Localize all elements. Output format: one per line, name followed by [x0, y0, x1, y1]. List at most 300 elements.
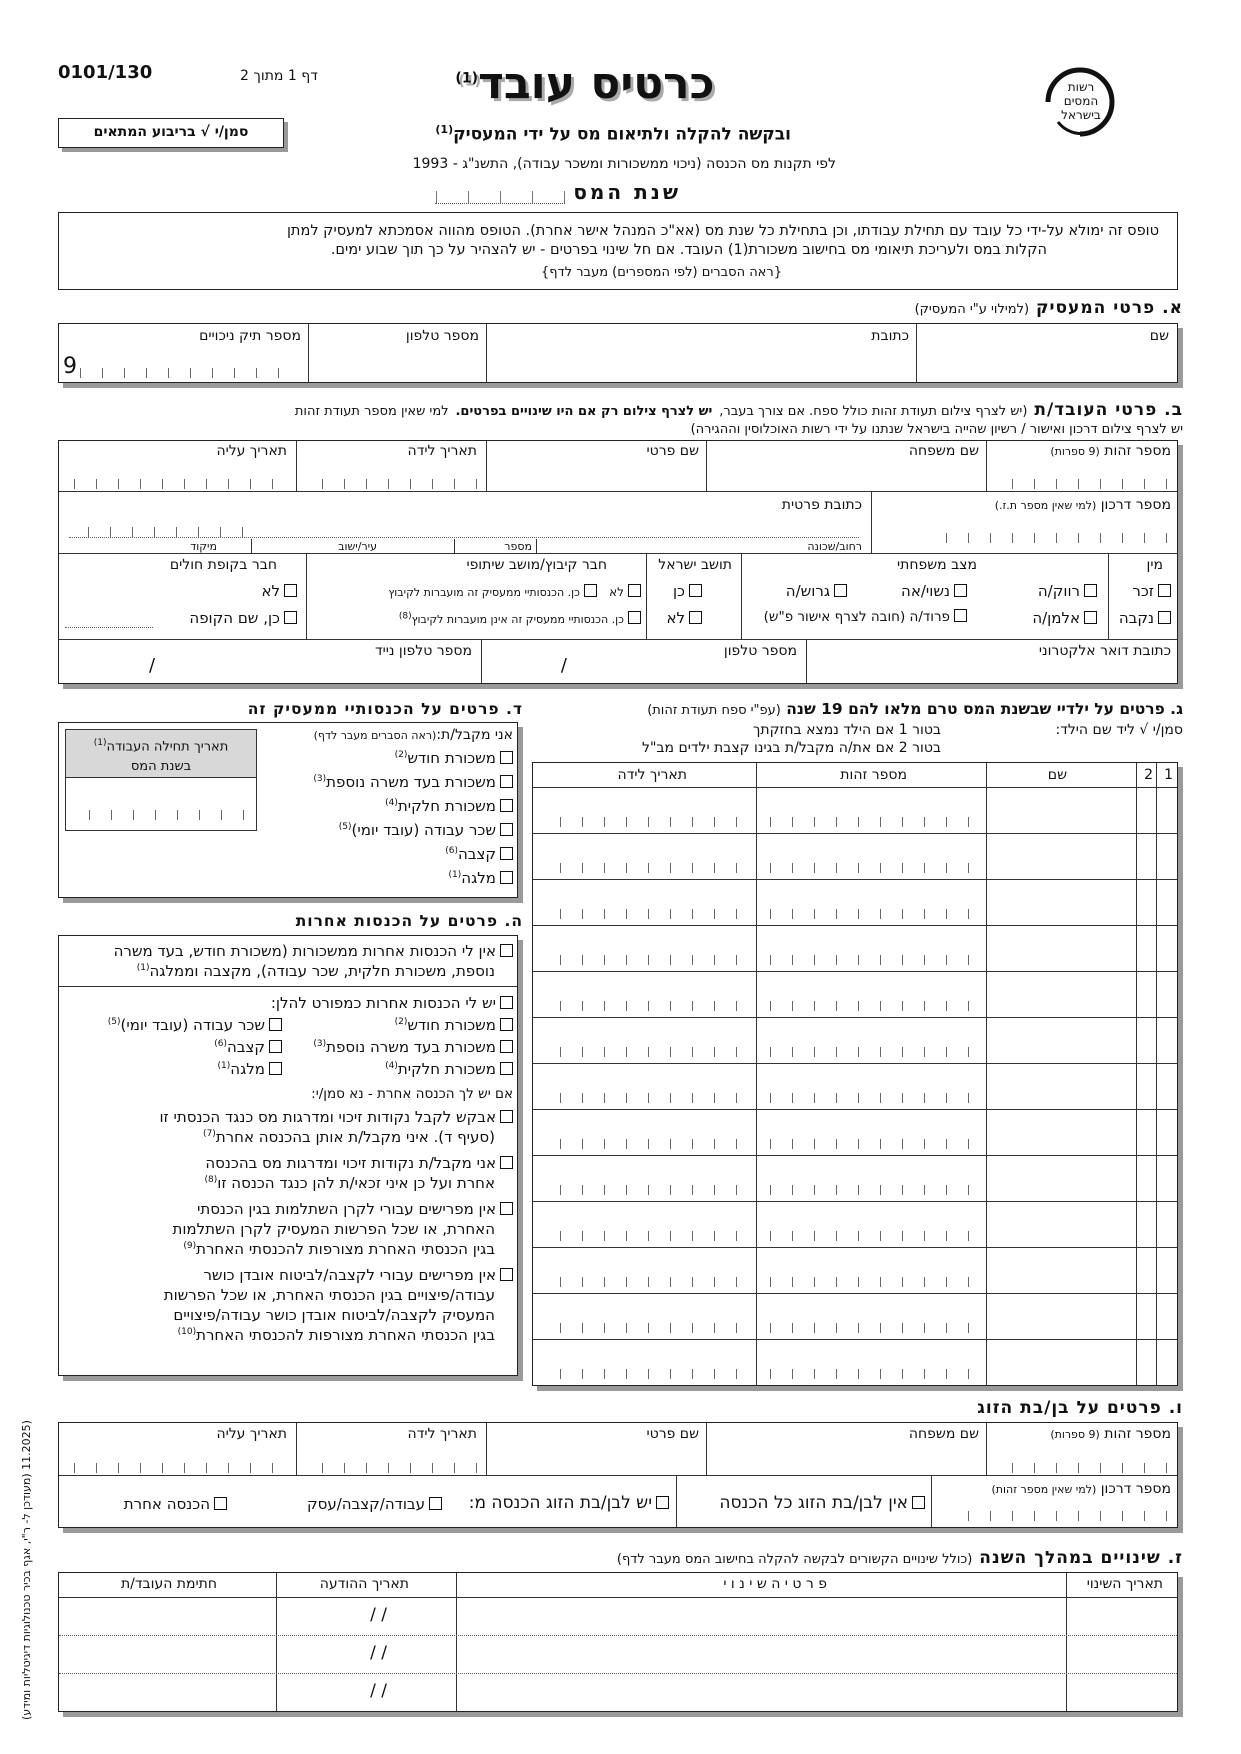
widowed-option[interactable]	[1032, 609, 1097, 627]
other-income-checkbox[interactable]	[500, 1040, 513, 1053]
credit-points-request[interactable]	[159, 1108, 513, 1126]
children-row-line	[533, 1063, 1177, 1064]
pension-l2: עבודה/פיצויים בגין הכנסתי האחרת, או שכל הפרשות	[163, 1286, 495, 1304]
phone-label: מספר טלפון	[723, 643, 797, 659]
start-date-header	[66, 730, 256, 778]
pension-l1: אין מפרישים עבורי לקצבה/לביטוח אובדן כושר	[203, 1266, 496, 1284]
spouse-other-text: הכנסה אחרת	[123, 1495, 210, 1513]
private-address-label: כתובת פרטית	[781, 497, 862, 513]
other-income-option[interactable]	[385, 1060, 513, 1078]
house-number-label: מספר	[504, 540, 532, 553]
income-option-sup: (2)	[394, 750, 408, 760]
income-option-sup: (3)	[313, 774, 327, 784]
credit-points-elsewhere-checkbox[interactable]	[500, 1156, 513, 1169]
logo-text: רשות המסים בישראל	[1061, 80, 1101, 122]
spouse-passport-note: (למי שאין מספר זהות)	[991, 1483, 1097, 1496]
income-option-label: קצבה	[457, 845, 496, 863]
study-fund-l3: בגין הכנסתי האחרת מצורפות להכנסתי האחרת	[196, 1240, 495, 1258]
child-id-input[interactable]	[769, 1185, 969, 1195]
study-fund-l1: אין מפרישים עבורי לקרן השתלמות בגין הכנסתי	[196, 1200, 496, 1218]
child-birth-input[interactable]	[547, 1047, 737, 1057]
no-other-income-checkbox[interactable]	[500, 944, 513, 957]
gender-male-option[interactable]	[1132, 582, 1171, 600]
resident-no-checkbox[interactable]	[689, 611, 702, 624]
single-checkbox[interactable]	[1084, 584, 1097, 597]
income-option[interactable]	[339, 821, 513, 839]
child-id-input[interactable]	[769, 1001, 969, 1011]
income-intro-note: (ראה הסברים מעבר לדף)	[313, 729, 437, 742]
income-option[interactable]	[385, 797, 513, 815]
section-g-heading: ג. פרטים על ילדיי שבשנת המס טרם מלאו להם 19 שנה	[786, 700, 1183, 718]
no-other-income-l1: אין לי הכנסות אחרות ממשכורות (משכורת חודש, בעד משרה	[113, 942, 496, 960]
employee-lastname-label: שם משפחה	[908, 443, 979, 459]
start-date-input[interactable]	[78, 810, 244, 820]
section-z-note: (כולל שינויים הקשורים לבקשה להקלה בחישוב המס מעבר לדף)	[616, 1552, 973, 1567]
study-fund-l2: האחרת, או שכל הפרשות המעסיק לקרן השתלמות	[172, 1220, 495, 1238]
income-intro	[314, 727, 513, 743]
child-id-input[interactable]	[769, 955, 969, 965]
widowed-text: אלמן/ה	[1032, 609, 1080, 627]
child-id-input[interactable]	[769, 863, 969, 873]
employee-id-note: (9 ספרות)	[1050, 445, 1100, 458]
pension-l3: המעסיק לקצבה/לביטוח אובדן כושר עבודה/פיצויים	[173, 1306, 495, 1324]
pension-l4: בגין הכנסתי האחרת מצורפות להכנסתי האחרת	[196, 1326, 495, 1344]
spouse-id-text: מספר זהות	[1104, 1426, 1171, 1442]
intro-line-3: {ראה הסברים (לפי המספרים) מעבר לדף}	[541, 265, 782, 280]
pension-option[interactable]	[203, 1266, 513, 1284]
children-row-line	[533, 1109, 1177, 1110]
children-row-line	[533, 925, 1177, 926]
zip-input[interactable]	[73, 527, 243, 537]
female-checkbox[interactable]	[1158, 611, 1171, 624]
spouse-birth-label: תאריך לידה	[407, 1426, 477, 1442]
start-date-sup: (1)	[93, 738, 107, 748]
income-option-label: שכר עבודה (עובד יומי)	[351, 821, 496, 839]
signature-header: חתימת העובד/ת	[120, 1576, 217, 1592]
other-income-option[interactable]	[313, 1038, 513, 1056]
income-option-checkbox[interactable]	[500, 871, 513, 884]
spouse-birth-input[interactable]	[307, 1463, 477, 1473]
credit-points-request-l1: אבקש לקבל נקודות זיכוי ומדרגות מס כנגד הכנסתי זו	[159, 1108, 496, 1126]
income-option-sup: (5)	[338, 822, 352, 832]
children-row-line	[533, 879, 1177, 880]
income-option[interactable]	[395, 749, 513, 767]
spouse-table	[58, 1422, 1178, 1528]
kibbutz-yes2-checkbox[interactable]	[628, 611, 641, 624]
child-id-input[interactable]	[769, 1369, 969, 1379]
other-income-sup: (5)	[107, 1017, 121, 1027]
other-income-checkbox[interactable]	[500, 1018, 513, 1031]
section-b-note-bold: יש לצרף צילום רק אם היו שינויים בפרטים.	[455, 404, 713, 419]
title-sup: (1)	[455, 70, 478, 87]
income-intro-text: אני מקבל/ת:	[436, 727, 513, 743]
section-g-note: (עפ"י ספח תעודת זהות)	[647, 703, 781, 718]
spouse-id-input[interactable]	[997, 1463, 1167, 1473]
income-option-label: מלגה	[461, 869, 496, 887]
employer-table	[58, 323, 1178, 383]
spouse-aliya-label: תאריך עליה	[216, 1426, 287, 1442]
income-option[interactable]	[449, 869, 513, 887]
phone-slash: /	[560, 655, 567, 676]
male-checkbox[interactable]	[1158, 584, 1171, 597]
income-option-label: משכורת חלקית	[397, 797, 496, 815]
employer-address-label: כתובת	[871, 328, 909, 344]
start-date-text: תאריך תחילה העבודה	[106, 739, 229, 755]
study-fund-checkbox[interactable]	[500, 1202, 513, 1215]
notice-date-slashes[interactable]: / /	[370, 1643, 387, 1663]
child-birth-input[interactable]	[547, 1185, 737, 1195]
resident-yes-option[interactable]	[673, 582, 702, 600]
study-fund-l3-line	[183, 1240, 495, 1258]
children-col2-header: 2	[1144, 767, 1153, 783]
spouse-no-income-checkbox[interactable]	[912, 1496, 925, 1509]
child-id-input[interactable]	[769, 1277, 969, 1287]
spouse-id-note: (9 ספרות)	[1050, 1428, 1100, 1441]
employee-aliya-label: תאריך עליה	[216, 443, 287, 459]
divorced-checkbox[interactable]	[834, 584, 847, 597]
health-yes-option[interactable]	[189, 609, 297, 627]
kibbutz-yes2-option[interactable]	[399, 611, 641, 626]
title-text: כרטיס עובד	[477, 58, 715, 109]
spouse-work-checkbox[interactable]	[429, 1497, 442, 1510]
other-income-checkbox[interactable]	[500, 1062, 513, 1075]
female-text: נקבה	[1118, 609, 1154, 627]
spouse-has-income-checkbox[interactable]	[656, 1496, 669, 1509]
section-b-heading: ב. פרטי העובד/ת	[1034, 400, 1183, 420]
spouse-has-income-text: יש לבן/בת הזוג הכנסה מ:	[468, 1493, 652, 1513]
children-row-line	[533, 787, 1177, 788]
children-mark-instruction: סמן/י √ ליד שם הילד:	[1055, 722, 1183, 738]
section-b-note-end: למי שאין מספר תעודת זהות	[294, 404, 449, 419]
credit-points-request-checkbox[interactable]	[500, 1110, 513, 1123]
children-col1-header: 1	[1164, 767, 1173, 783]
credit-points-request-sup: (7)	[203, 1129, 216, 1139]
children-row-line	[533, 1017, 1177, 1018]
single-text: רווק/ה	[1037, 582, 1080, 600]
marital-label: מצב משפחתי	[896, 557, 977, 573]
tax-authority-logo	[1036, 58, 1124, 146]
spouse-has-income-option[interactable]	[469, 1493, 669, 1513]
health-yes-checkbox[interactable]	[284, 611, 297, 624]
intro-box	[58, 212, 1178, 290]
divorced-text: גרוש/ה	[785, 582, 830, 600]
mark-box-text: סמן/י √ בריבוע המתאים	[93, 124, 249, 140]
health-yes-text: כן, שם הקופה	[189, 609, 280, 627]
pension-sup: (10)	[177, 1327, 197, 1337]
employee-firstname-label: שם פרטי	[646, 443, 699, 459]
other-income-label: קצבה	[226, 1038, 265, 1056]
section-z-title	[617, 1548, 1183, 1568]
notice-date-slashes[interactable]: / /	[370, 1681, 387, 1701]
children-row-line	[533, 1201, 1177, 1202]
section-a-note: (למילוי ע"י המעסיק)	[914, 302, 1030, 317]
employee-id-text: מספר זהות	[1104, 443, 1171, 459]
other-income-option[interactable]	[108, 1016, 282, 1034]
section-z-heading: ז. שינויים במהלך השנה	[979, 1548, 1183, 1568]
pension-checkbox[interactable]	[500, 1268, 513, 1281]
mobile-label: מספר טלפון נייד	[374, 643, 472, 659]
child-birth-input[interactable]	[547, 909, 737, 919]
credit-points-elsewhere-l2-line	[204, 1174, 495, 1192]
spouse-lastname-label: שם משפחה	[908, 1426, 979, 1442]
intro-line-2: הקלות במס ולעריכת תיאומי מס בחישוב משכורת(1) העובד. אם חל שינוי בפרטים - יש להצהיר על כך תוך שבוע ימים.	[330, 242, 1047, 258]
child-birth-input[interactable]	[547, 1231, 737, 1241]
health-fund-name-input[interactable]	[65, 627, 153, 628]
credit-points-elsewhere-l2: אחרת ועל כן איני זכאי/ת להן כנגד הכנסה זו	[217, 1174, 495, 1192]
spouse-passport-text: מספר דרכון	[1100, 1481, 1171, 1497]
credit-points-request-l2-line	[203, 1128, 495, 1146]
spouse-passport-label	[991, 1481, 1171, 1497]
income-option-label: משכורת חודש	[407, 749, 496, 767]
other-income-label: מלגה	[230, 1060, 265, 1078]
child-id-input[interactable]	[769, 1231, 969, 1241]
child-birth-input[interactable]	[547, 1001, 737, 1011]
subtitle-sup: (1)	[435, 123, 454, 136]
section-b-title	[295, 400, 1183, 420]
study-fund-sup: (9)	[183, 1241, 197, 1251]
street-label: רחוב/שכונה	[807, 540, 862, 553]
other-income-label: משכורת בעד משרה נוספת	[326, 1038, 496, 1056]
separated-checkbox[interactable]	[954, 609, 967, 622]
child-id-input[interactable]	[769, 1323, 969, 1333]
mobile-slash: /	[149, 655, 156, 676]
passport-text: מספר דרכון	[1100, 497, 1171, 513]
gender-female-option[interactable]	[1119, 609, 1171, 627]
other-income-label: שכר עבודה (עובד יומי)	[120, 1016, 265, 1034]
income-option-checkbox[interactable]	[500, 751, 513, 764]
passport-label	[995, 497, 1171, 513]
spouse-work-text: עבודה/קצבה/עסק	[306, 1495, 425, 1513]
children-row-line	[533, 971, 1177, 972]
single-option[interactable]	[1038, 582, 1097, 600]
no-other-income-option[interactable]	[114, 942, 513, 960]
child-birth-input[interactable]	[547, 817, 737, 827]
other-income-sup: (4)	[385, 1061, 398, 1071]
tax-year-field[interactable]	[435, 191, 565, 204]
employee-table	[58, 440, 1178, 684]
employee-birth-input[interactable]	[307, 479, 477, 489]
children-row-line	[533, 1247, 1177, 1248]
passport-input[interactable]	[932, 533, 1167, 543]
employee-birth-label: תאריך לידה	[407, 443, 477, 459]
employer-name-label: שם	[1149, 328, 1169, 344]
credit-points-request-l2: (סעיף ד). איני מקבל/ת אותן בהכנסה אחרת	[215, 1128, 495, 1146]
resident-no-option[interactable]	[666, 609, 702, 627]
spouse-firstname-label: שם פרטי	[646, 1426, 699, 1442]
child-id-input[interactable]	[769, 1047, 969, 1057]
children-birth-header: תאריך לידה	[617, 767, 687, 783]
children-row-line	[533, 1339, 1177, 1340]
section-b-note1: (יש לצרף צילום תעודת זהות כולל ספח. אם צורך בעבר,	[719, 404, 1028, 419]
kibbutz-yes2-text: כן. הכנסותיי ממעסיק זה אינן מועברות לקיבוץ	[411, 613, 624, 626]
gender-label: מין	[1146, 557, 1163, 573]
withholding-file-label: מספר תיק ניכויים	[199, 328, 301, 344]
changes-row-line	[59, 1673, 1177, 1674]
health-no-option[interactable]	[261, 582, 297, 600]
credit-points-elsewhere-sup: (8)	[204, 1175, 218, 1185]
employee-aliya-input[interactable]	[73, 479, 273, 489]
no-other-income-sup: (1)	[136, 963, 150, 973]
resident-yes-text: כן	[672, 582, 685, 600]
other-income-sup: (1)	[217, 1061, 231, 1071]
other-income-sup: (3)	[313, 1039, 327, 1049]
notice-date-slashes[interactable]: / /	[370, 1605, 387, 1625]
regulation-line: לפי תקנות מס הכנסה (ניכוי ממשכורות ומשכר עבודה), התשנ"ג - 1993	[412, 156, 836, 172]
income-option[interactable]	[313, 773, 513, 791]
income-option-sup: (6)	[445, 846, 458, 856]
start-date-text2: בשנת המס	[130, 759, 192, 775]
section-b-note2: יש לצרף צילום דרכון ואישור / רשיון שהייה בישראל שנתנו על ידי רשות האוכלוסין וההגירה)	[690, 422, 1183, 437]
married-option[interactable]	[901, 582, 967, 600]
withholding-file-input[interactable]	[79, 368, 279, 378]
other-income-option[interactable]	[214, 1038, 282, 1056]
child-id-input[interactable]	[769, 1093, 969, 1103]
other-income-option[interactable]	[395, 1016, 513, 1034]
no-other-income-l2-line	[137, 962, 495, 980]
child-birth-input[interactable]	[547, 1323, 737, 1333]
zip-label: מיקוד	[190, 540, 217, 553]
health-no-checkbox[interactable]	[284, 584, 297, 597]
children-row-line	[533, 1293, 1177, 1294]
divorced-option[interactable]	[786, 582, 847, 600]
passport-note: (למי שאין מספר ת.ז.)	[994, 499, 1097, 512]
health-no-text: לא	[261, 582, 280, 600]
income-option-checkbox[interactable]	[500, 823, 513, 836]
child-birth-input[interactable]	[547, 1277, 737, 1287]
form-subtitle	[435, 123, 791, 145]
resident-label: תושב ישראל	[658, 557, 732, 573]
page-indicator: דף 1 מתוך 2	[240, 68, 318, 84]
spouse-id-label	[1050, 1426, 1171, 1442]
child-id-input[interactable]	[769, 1139, 969, 1149]
married-checkbox[interactable]	[954, 584, 967, 597]
kibbutz-yes2-sup: (8)	[398, 611, 412, 622]
resident-no-text: לא	[666, 609, 685, 627]
children-col1-instruction: בטור 1 אם הילד נמצא בחזקתך	[752, 722, 941, 738]
other-income-checkbox[interactable]	[269, 1018, 282, 1031]
other-income-sup: (6)	[214, 1039, 227, 1049]
employer-phone-label: מספר טלפון	[405, 328, 479, 344]
other-income-label: משכורת חלקית	[397, 1060, 496, 1078]
kibbutz-yes1-checkbox[interactable]	[584, 584, 597, 597]
other-income-checkbox[interactable]	[269, 1040, 282, 1053]
spouse-other-option[interactable]	[124, 1495, 227, 1513]
if-other-income-note: אם יש לך הכנסה אחרת - נא סמן/י:	[311, 1086, 513, 1102]
child-birth-input[interactable]	[547, 1093, 737, 1103]
health-fund-label: חבר בקופת חולים	[169, 557, 277, 573]
other-income-label: משכורת חודש	[407, 1016, 496, 1034]
separated-option[interactable]	[764, 609, 967, 625]
other-income-option[interactable]	[218, 1060, 282, 1078]
form-number: 0101/130	[58, 62, 153, 83]
have-other-income-text: יש לי הכנסות אחרות כמפורט להלן:	[270, 994, 496, 1012]
income-option-sup: (4)	[385, 798, 398, 808]
child-birth-input[interactable]	[547, 955, 737, 965]
section-g-title	[647, 700, 1183, 718]
income-option[interactable]	[445, 845, 513, 863]
study-fund-option[interactable]	[197, 1200, 513, 1218]
credit-points-elsewhere[interactable]	[205, 1154, 513, 1172]
separated-text: פרוד/ה (חובה לצרף אישור פ"ש)	[763, 609, 950, 625]
income-employer-box	[58, 722, 518, 898]
city-label: עיר/ישוב	[338, 540, 377, 553]
intro-line-1: טופס זה ימולא על-ידי כל עובד עם תחילת עבודתו, וכן בתחילת כל שנת מס (אא"כ המנהל אישר אחרת). הטופס מהווה אסמכתא למעסיק למתן	[286, 223, 1159, 239]
withholding-file-prefix: 9	[63, 354, 77, 379]
no-other-income-l2: נוספת, משכורת חלקית, שכר עבודה), מקצבה וממלגה	[149, 962, 495, 980]
other-income-box	[58, 935, 518, 1376]
spouse-no-income-text: אין לבן/בת הזוג כל הכנסה	[719, 1493, 908, 1513]
child-id-input[interactable]	[769, 909, 969, 919]
children-row-line	[533, 1155, 1177, 1156]
children-name-header: שם	[1047, 767, 1067, 783]
other-income-checkbox[interactable]	[269, 1062, 282, 1075]
child-birth-input[interactable]	[547, 1139, 737, 1149]
employee-id-label	[1050, 443, 1171, 459]
kibbutz-yes1-text: כן. הכנסותיי ממעסיק זה מועברות לקיבוץ	[388, 586, 580, 599]
kibbutz-label: חבר קיבוץ/מושב שיתופי	[466, 557, 607, 573]
section-h-title: ה. פרטים על הכנסות אחרות	[295, 912, 523, 930]
income-option-sup: (1)	[448, 870, 462, 880]
section-v-title: ו. פרטים על בן/בת הזוג	[977, 1398, 1183, 1418]
income-option-checkbox[interactable]	[500, 775, 513, 788]
kibbutz-no-checkbox[interactable]	[628, 584, 641, 597]
section-a-title	[915, 298, 1183, 318]
children-row-line	[533, 833, 1177, 834]
children-col2-instruction: בטור 2 אם את/ה מקבל/ת בגינו קצבת ילדים מב"ל	[642, 740, 941, 756]
income-option-label: משכורת בעד משרה נוספת	[326, 773, 496, 791]
tax-year-label: שנת המס	[573, 180, 681, 204]
have-other-income-option[interactable]	[271, 994, 513, 1012]
income-option-checkbox[interactable]	[500, 847, 513, 860]
mark-box	[58, 118, 284, 148]
start-date-box	[65, 729, 257, 831]
change-date-header: תאריך השינוי	[1086, 1576, 1163, 1592]
change-details-header: פ ר ט י ה ש י נ ו י	[723, 1576, 827, 1592]
side-note: (11.2025 (מעודכן ל- ר"י, אגף בכיר טכנולוגיות דיגיטליות ומידע)	[20, 1420, 33, 1720]
section-a-heading: א. פרטי המעסיק	[1035, 298, 1183, 318]
child-id-input[interactable]	[769, 817, 969, 827]
credit-points-elsewhere-l1: אני מקבל/ת נקודות זיכוי ומדרגות מס בהכנסה	[205, 1154, 496, 1172]
spouse-other-checkbox[interactable]	[214, 1497, 227, 1510]
children-id-header: מספר זהות	[840, 767, 907, 783]
spouse-no-income-option[interactable]	[719, 1493, 925, 1513]
child-birth-input[interactable]	[547, 863, 737, 873]
child-birth-input[interactable]	[547, 1369, 737, 1379]
spouse-aliya-input[interactable]	[73, 1463, 273, 1473]
pension-l4-line	[178, 1326, 495, 1344]
spouse-work-option[interactable]	[307, 1495, 442, 1513]
resident-yes-checkbox[interactable]	[689, 584, 702, 597]
income-option-checkbox[interactable]	[500, 799, 513, 812]
other-income-sup: (2)	[394, 1017, 408, 1027]
children-table	[532, 762, 1178, 1386]
email-label: כתובת דואר אלקטרוני	[1038, 643, 1171, 659]
changes-table	[58, 1572, 1178, 1712]
employee-id-input[interactable]	[997, 479, 1167, 489]
form-title	[440, 58, 730, 109]
widowed-checkbox[interactable]	[1084, 611, 1097, 624]
married-text: נשוי/אה	[901, 582, 950, 600]
male-text: זכר	[1132, 582, 1154, 600]
kibbutz-yes1-option[interactable]	[388, 584, 597, 599]
notice-date-header: תאריך ההודעה	[319, 1576, 409, 1592]
changes-row-line	[59, 1635, 1177, 1636]
kibbutz-no-text: לא	[609, 585, 624, 599]
spouse-passport-input[interactable]	[967, 1511, 1167, 1521]
subtitle-text: ובקשה להקלה ולתיאום מס על ידי המעסיק	[453, 124, 791, 145]
kibbutz-no-option[interactable]	[609, 584, 641, 599]
have-other-income-checkbox[interactable]	[500, 996, 513, 1009]
